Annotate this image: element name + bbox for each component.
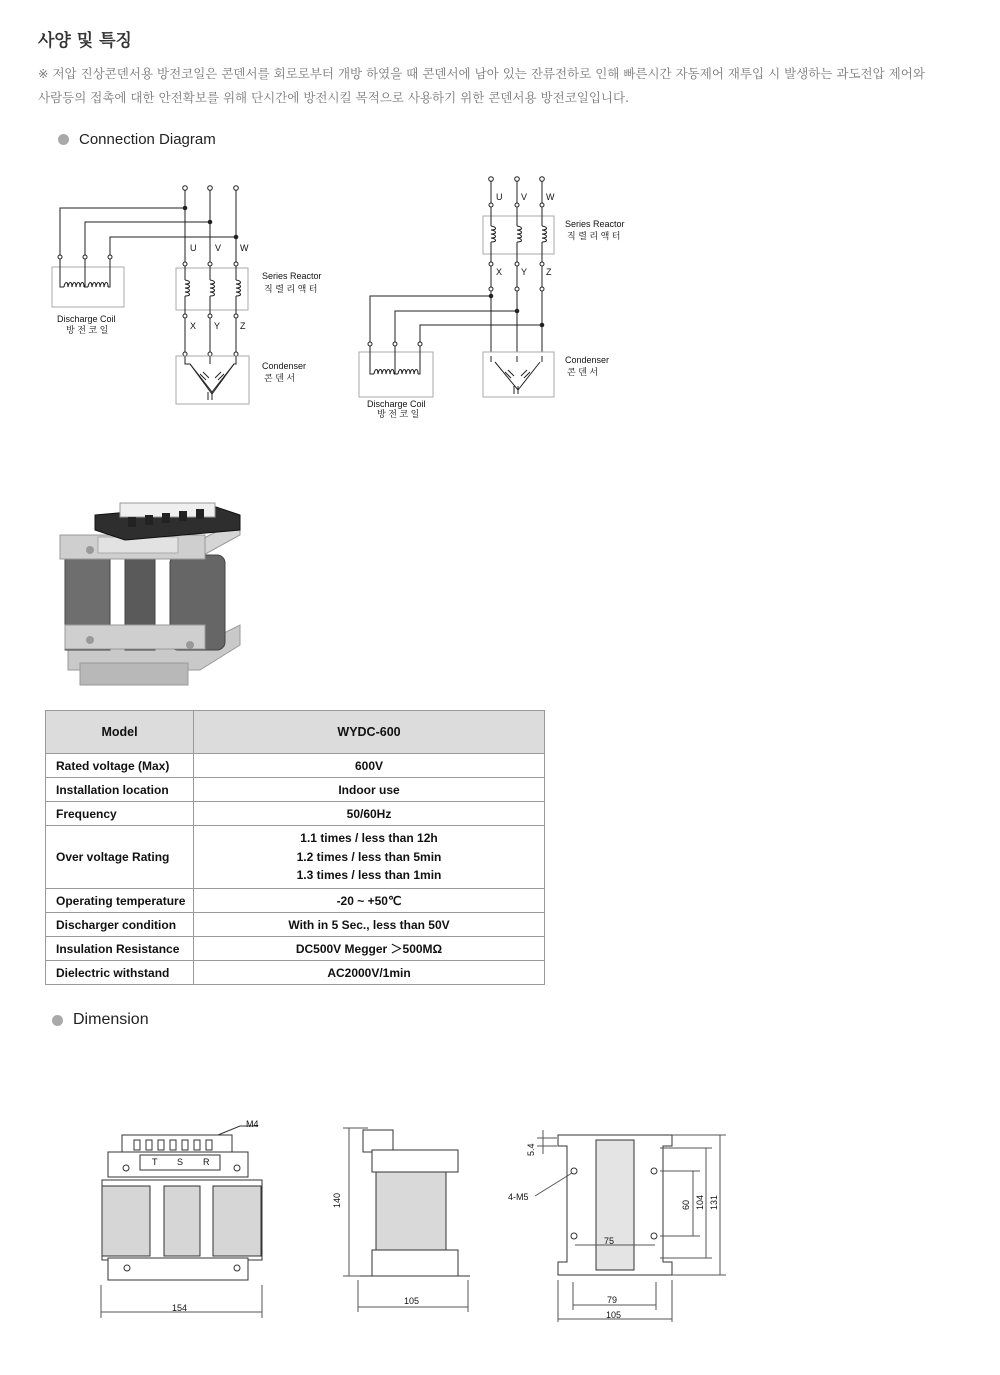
table-row [46,961,545,985]
diagram-right [359,177,554,397]
row-label: Rated voltage (Max) [46,754,194,778]
description [38,62,978,110]
label-condenser-right: Condenser [565,355,610,365]
section-title: Dimension [73,1011,149,1028]
description-line-2: 사람등의 접촉에 대한 안전확보를 위해 단시간에 방전시킬 목적으로 사용하기 위한 콘덴서용 방전코일입니다. [38,90,630,105]
row-label: Dielectric withstand [46,961,194,985]
dim-front-width: 154 [172,1303,188,1313]
label-series-reactor-kr-right: 직 렬 리 액 터 [567,231,621,241]
row-value: Indoor use [194,778,545,802]
row-value: 600V [194,754,545,778]
row-value-line: 1.2 times / less than 5min [296,849,442,864]
label-condenser-kr: 콘 덴 서 [264,373,296,383]
label-w-right: W [546,192,555,202]
label-y-right: Y [521,267,528,277]
label-discharge-coil-right: Discharge Coil [367,399,426,409]
row-value-line: 1.1 times / less than 12h [300,831,438,846]
column-header-model: Model [46,711,194,754]
connection-diagrams [0,170,700,430]
table-row [46,778,545,802]
row-value: 50/60Hz [194,802,545,826]
label-v: V [215,243,222,253]
label-series-reactor-kr: 직 렬 리 액 터 [264,284,318,294]
section-dimension [52,1011,149,1029]
table-row [46,913,545,937]
table-header-row [46,711,545,754]
front-view [101,1126,262,1318]
section-connection-diagram [58,131,216,148]
bullet-icon [58,134,69,145]
label-w: W [240,243,249,253]
product-photo [50,495,250,695]
dim-75: 75 [604,1236,615,1246]
row-label: Insulation Resistance [46,937,194,961]
spec-table [45,710,545,985]
label-v-right: V [521,192,528,202]
row-value: With in 5 Sec., less than 50V [194,913,545,937]
label-u-right: U [496,192,503,202]
label-discharge-coil: Discharge Coil [57,314,116,324]
column-header-value: WYDC-600 [194,711,545,754]
row-label: Frequency [46,802,194,826]
dim-105: 105 [606,1310,622,1320]
row-value: DC500V Megger ＞500MΩ [194,937,545,961]
top-view [535,1130,726,1322]
table-row [46,889,545,913]
dim-131: 131 [709,1194,719,1210]
row-label: Over voltage Rating [46,826,194,889]
row-value-line: 1.3 times / less than 1min [296,868,442,883]
label-condenser: Condenser [262,361,307,371]
dim-79: 79 [607,1295,618,1305]
table-row [46,802,545,826]
label-z: Z [240,321,246,331]
dimension-drawings [0,1110,760,1330]
page-title: 사양 및 특징 [38,31,132,51]
label-z-right: Z [546,267,552,277]
label-series-reactor-right: Series Reactor [565,219,625,229]
row-value: -20 ~ +50℃ [194,889,545,913]
table-row [46,937,545,961]
label-discharge-coil-kr: 방 전 코 일 [66,325,109,335]
bullet-icon [52,1015,63,1026]
dim-5-4: 5.4 [526,1143,536,1156]
label-u: U [190,243,197,253]
dim-m4: M4 [246,1119,259,1129]
label-x-right: X [496,267,503,277]
diagram-left [52,186,249,404]
side-view [343,1128,470,1312]
label-x: X [190,321,197,331]
table-row [46,826,545,889]
label-condenser-kr-right: 콘 덴 서 [567,367,599,377]
label-series-reactor: Series Reactor [262,271,322,281]
section-title: Connection Diagram [79,131,216,148]
terminal-r: R [203,1157,210,1167]
table-row [46,754,545,778]
row-value: AC2000V/1min [194,961,545,985]
row-value [194,826,545,889]
row-label: Operating temperature [46,889,194,913]
label-discharge-coil-kr-right: 방 전 코 일 [377,409,420,419]
dim-side-height: 140 [332,1192,342,1208]
label-y: Y [214,321,221,331]
dim-60: 60 [681,1199,691,1210]
dim-104: 104 [695,1194,705,1210]
terminal-t: T [152,1157,158,1167]
terminal-s: S [177,1157,184,1167]
description-line-1: ※ 저압 진상콘덴서용 방전코일은 콘덴서를 회로로부터 개방 하였을 때 콘덴서에 남아 있는 잔류전하로 인해 빠른시간 자동제어 재투입 시 발생하는 과도전압 제어와 [38,66,925,81]
row-label: Installation location [46,778,194,802]
row-label: Discharger condition [46,913,194,937]
dim-hole: 4-M5 [508,1192,529,1202]
dim-side-width: 105 [404,1296,420,1306]
